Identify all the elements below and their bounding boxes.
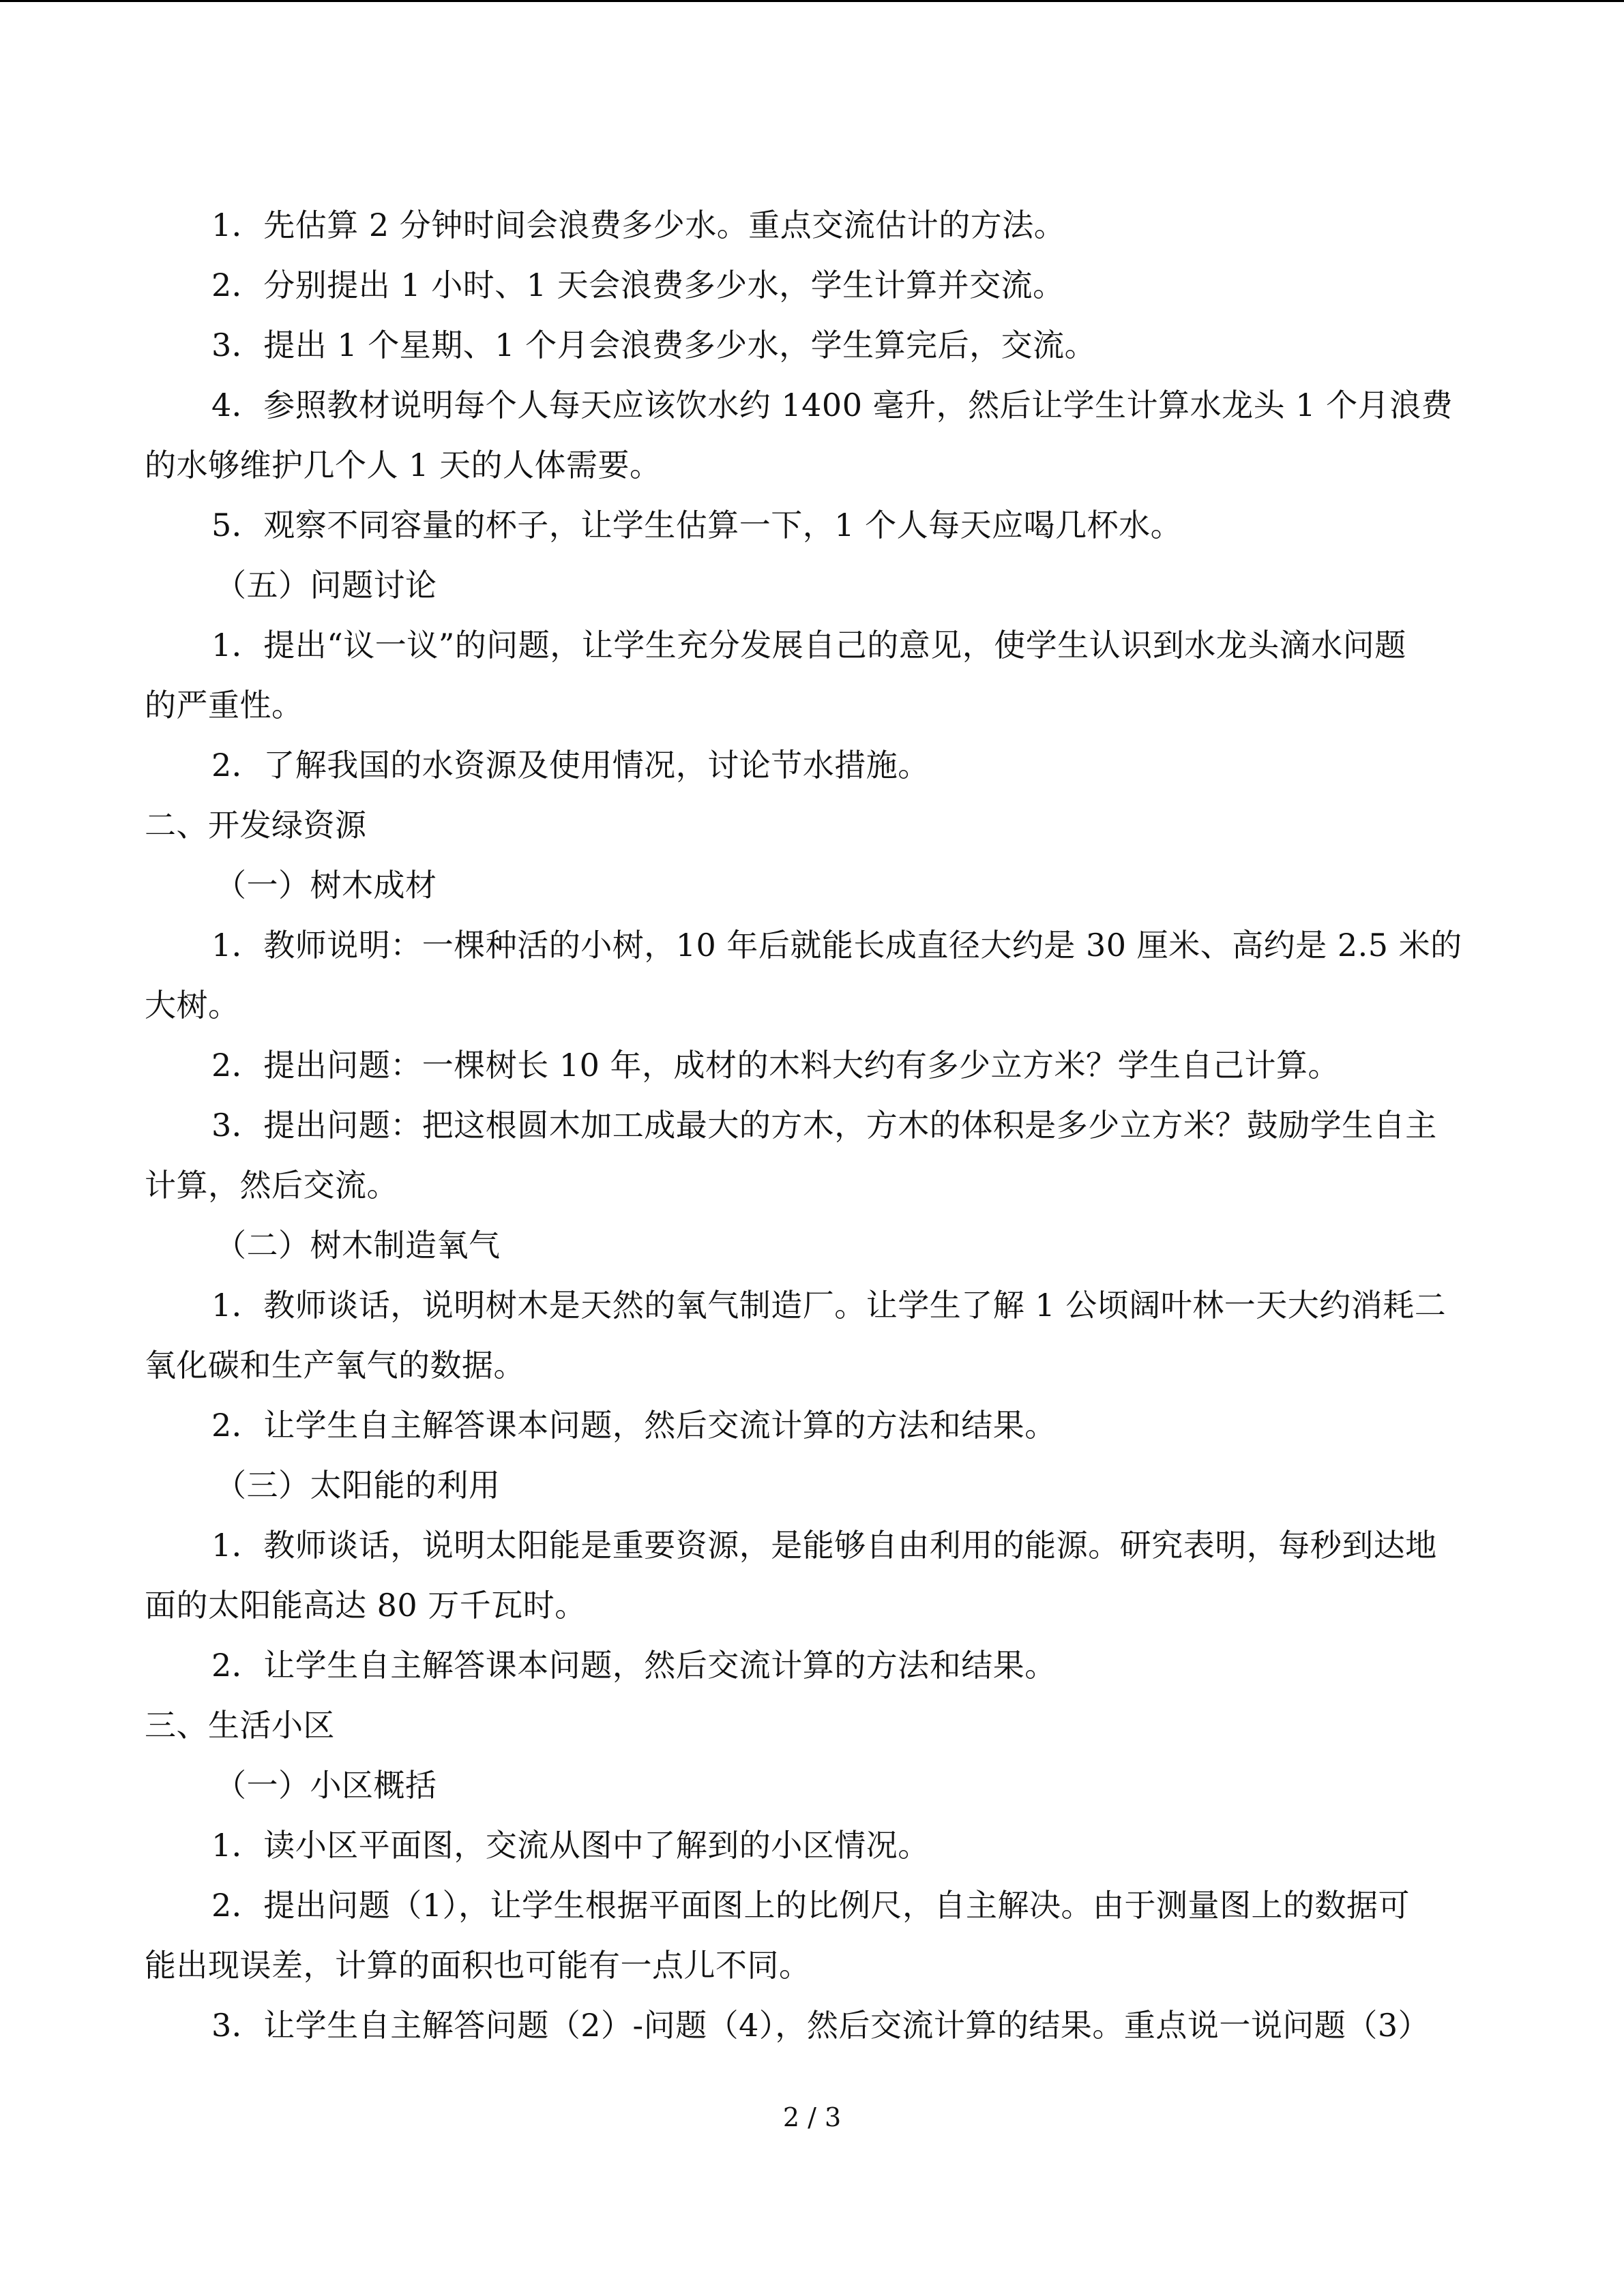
subsection-heading: （三）太阳能的利用 [215,1467,501,1504]
subsection-heading: （二）树木制造氧气 [215,1227,501,1264]
paragraph-line: 计算，然后交流。 [145,1167,398,1204]
paragraph-line: 能出现误差，计算的面积也可能有一点儿不同。 [145,1947,811,1984]
subsection-heading: （一）树木成材 [215,867,437,904]
subsection-heading: （五）问题讨论 [215,567,437,603]
section-heading: 二、开发绿资源 [145,807,367,844]
paragraph-line: 2．让学生自主解答课本问题，然后交流计算的方法和结果。 [211,1647,1057,1684]
paragraph-line: 1．读小区平面图，交流从图中了解到的小区情况。 [211,1827,930,1864]
paragraph-line: 2．让学生自主解答课本问题，然后交流计算的方法和结果。 [211,1407,1057,1444]
paragraph-line: 2．了解我国的水资源及使用情况，讨论节水措施。 [211,747,930,784]
section-heading: 三、生活小区 [145,1707,335,1744]
paragraph-line: 1．教师谈话，说明树木是天然的氧气制造厂。让学生了解 1 公顷阔叶林一天大约消耗二 [211,1287,1447,1324]
subsection-heading: （一）小区概括 [215,1767,437,1804]
paragraph-line: 2．提出问题（1），让学生根据平面图上的比例尺，自主解决。由于测量图上的数据可 [211,1887,1411,1924]
paragraph-line: 大树。 [145,987,240,1024]
paragraph-line: 2．提出问题：一棵树长 10 年，成材的木料大约有多少立方米？学生自己计算。 [211,1047,1340,1084]
paragraph-line: 3．让学生自主解答问题（2）-问题（4），然后交流计算的结果。重点说一说问题（3） [211,2007,1430,2044]
paragraph-line: 氧化碳和生产氧气的数据。 [145,1347,525,1384]
paragraph-line: 的水够维护几个人 1 天的人体需要。 [145,447,662,483]
paragraph-line: 4．参照教材说明每个人每天应该饮水约 1400 毫升，然后让学生计算水龙头 1 个月浪费 [211,387,1453,423]
paragraph-line: 1．提出“议一议”的问题，让学生充分发展自己的意见，使学生认识到水龙头滴水问题 [211,627,1406,664]
page-number: 2 / 3 [782,2102,842,2132]
paragraph-line: 2．分别提出 1 小时、1 天会浪费多少水，学生计算并交流。 [211,267,1065,303]
paragraph-line: 1．教师说明：一棵种活的小树，10 年后就能长成直径大约是 30 厘米、高约是 2.5 米的 [211,927,1462,964]
paragraph-line: 3．提出问题：把这根圆木加工成最大的方木，方木的体积是多少立方米？鼓励学生自主 [211,1107,1437,1144]
top-border-line [0,0,1624,2]
paragraph-line: 5．观察不同容量的杯子，让学生估算一下，1 个人每天应喝几杯水。 [211,507,1183,543]
paragraph-line: 的严重性。 [145,687,304,724]
paragraph-line: 面的太阳能高达 80 万千瓦时。 [145,1587,587,1624]
paragraph-line: 3．提出 1 个星期、1 个月会浪费多少水，学生算完后，交流。 [211,327,1097,363]
paragraph-line: 1．先估算 2 分钟时间会浪费多少水。重点交流估计的方法。 [211,207,1066,243]
paragraph-line: 1．教师谈话，说明太阳能是重要资源，是能够自由利用的能源。研究表明，每秒到达地 [211,1527,1437,1564]
